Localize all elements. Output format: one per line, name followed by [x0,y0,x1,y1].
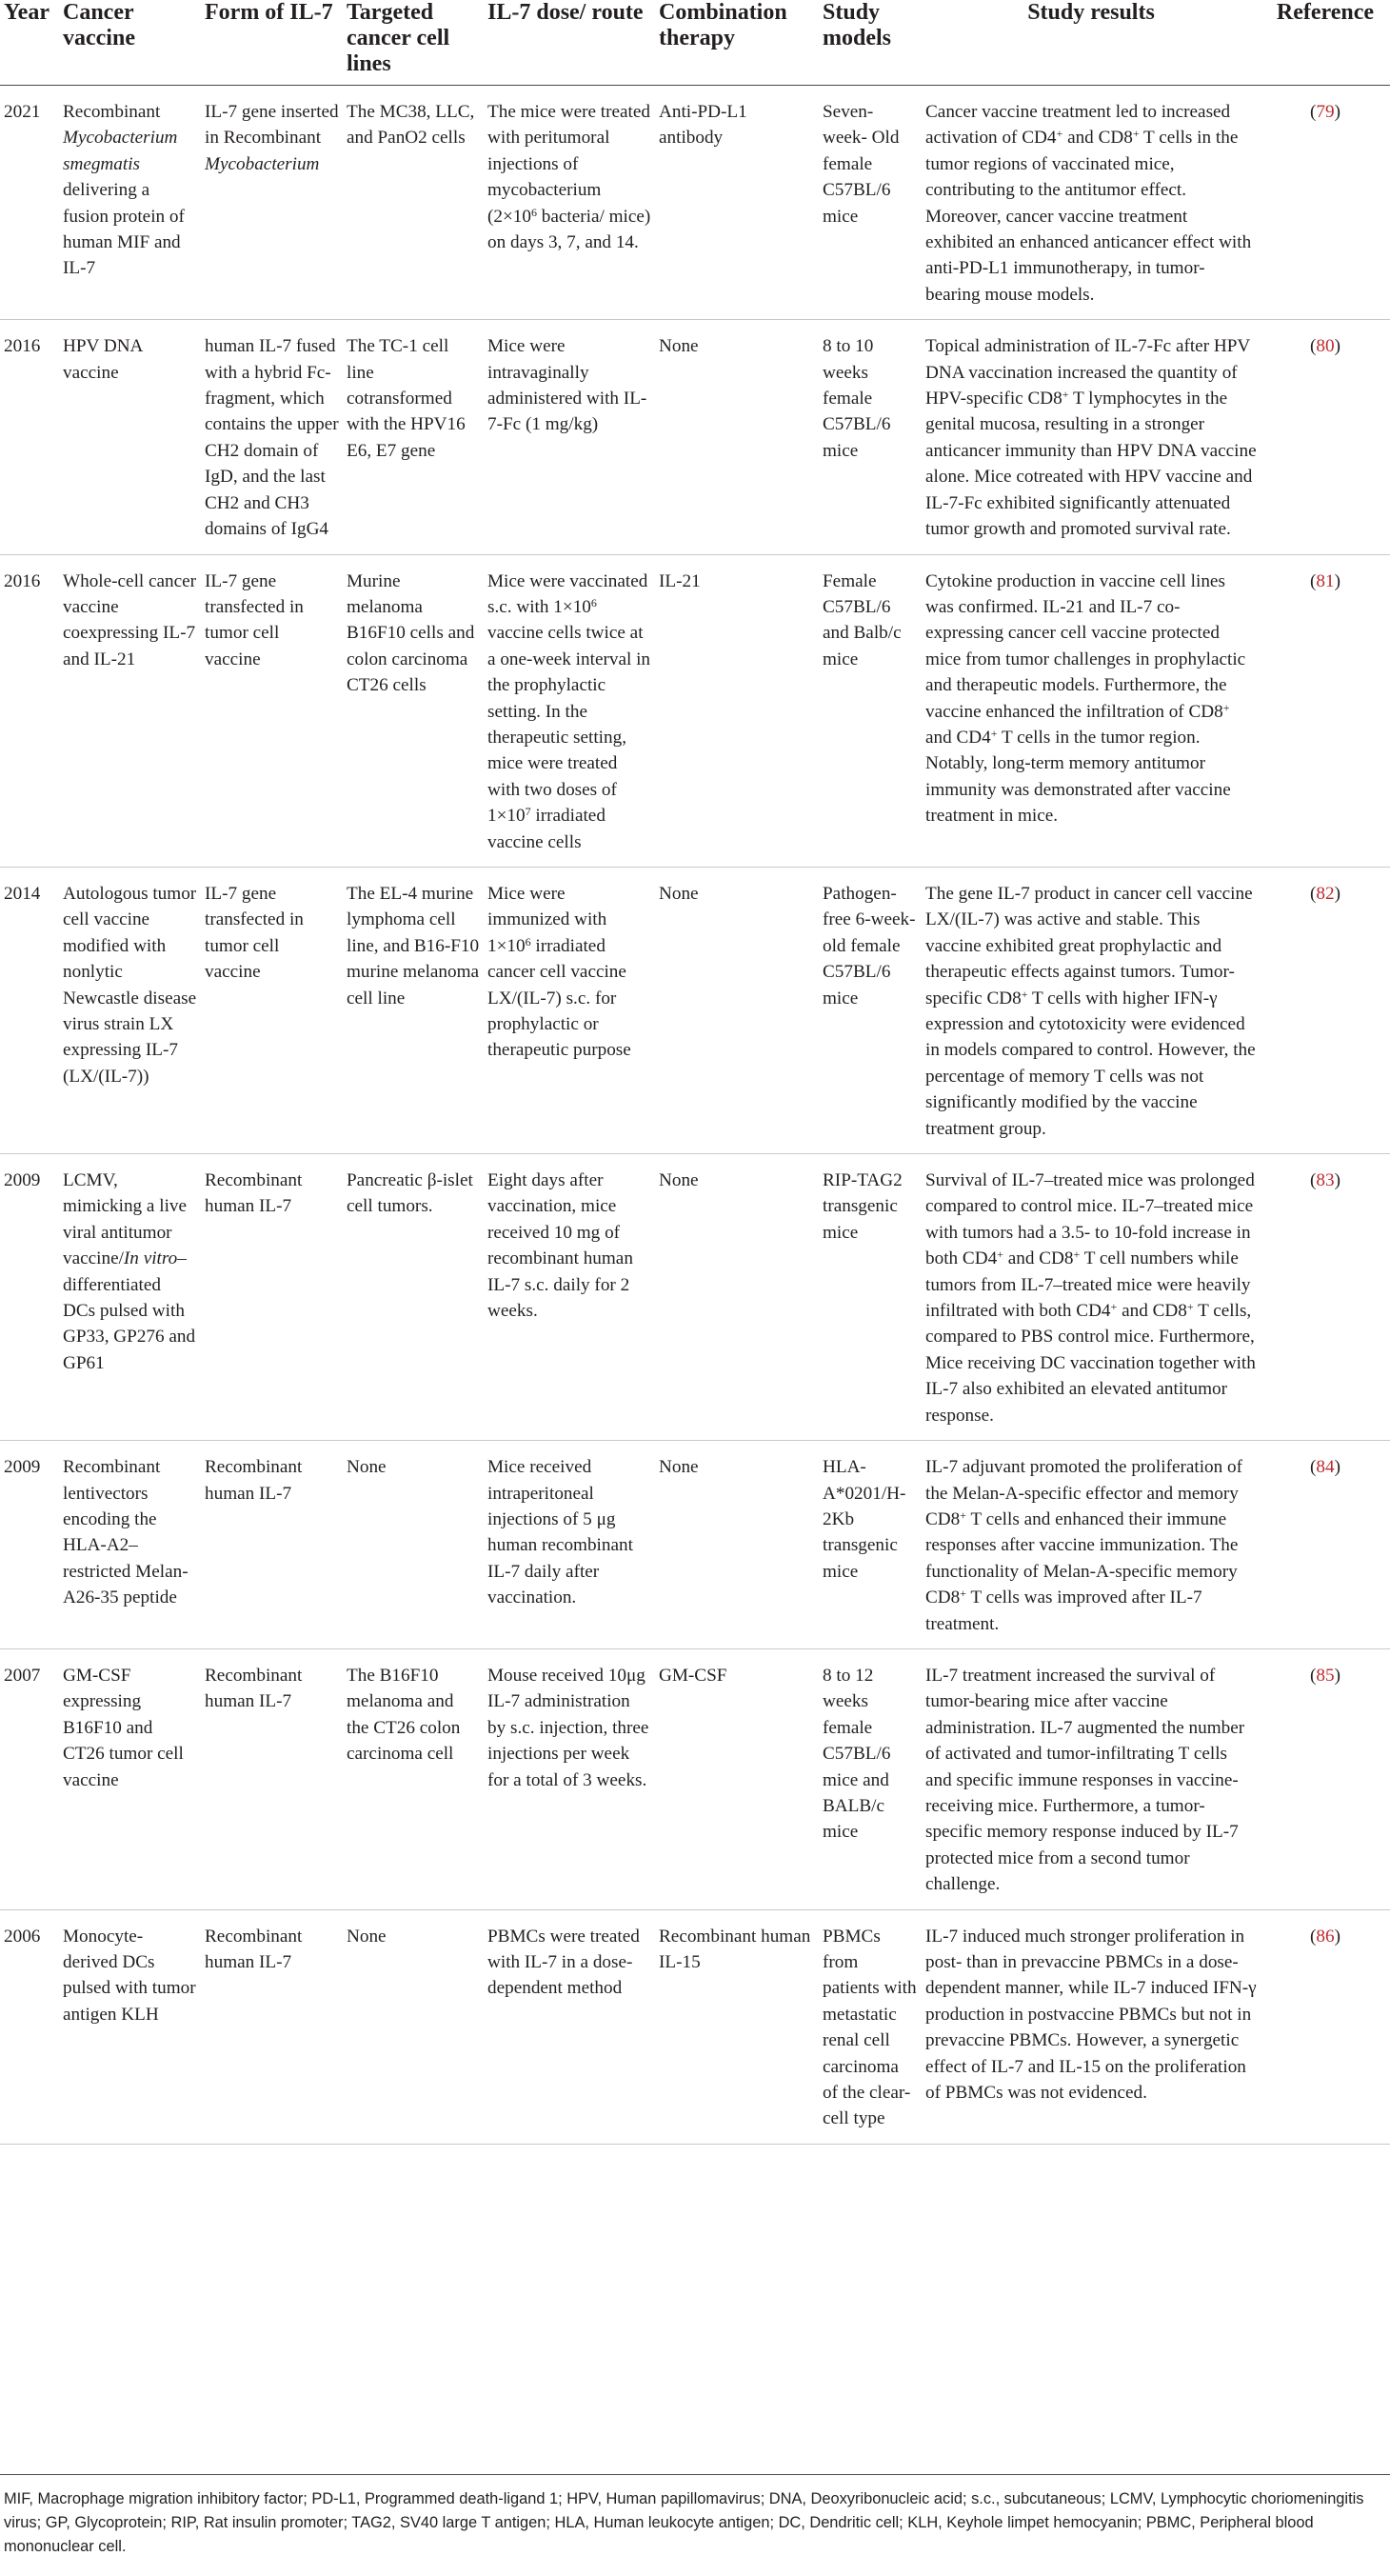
text-segment: IL-7 treatment increased the survival of tumor-bearing mice after vaccine administration. IL-7 augmented the number of activated and tumor-infiltrating T cells and specific immune responses in vaccine-receiving mice. Furthermore, a tumor-specific memory response induced by IL-7 protected mice from a second tumor challenge. [925,1665,1245,1895]
text-segment: HPV DNA vaccine [63,336,143,383]
text-segment: 8 to 12 weeks female C57BL/6 mice and BALB/c mice [823,1665,891,1843]
text-segment: IL-7 adjuvant promoted the proliferation of the Melan-A-specific effector and memory CD8 [925,1457,1243,1529]
text-segment: GM-CSF [659,1665,727,1686]
text-segment: IL-7 induced much stronger proliferation in post- than in prevaccine PBMCs in a dose-dependent manner, while IL-7 induced IFN-γ production in postvaccine PBMCs but not in prevaccine PBMCs. However, a synergetic effect of IL-7 and IL-15 on the proliferation of PBMCs was not evidenced. [925,1926,1257,2104]
text-segment: + [1222,700,1230,714]
table-bottom-rule [0,2474,1390,2475]
targeted-cell-lines-cell [343,86,484,320]
text-segment: Cytokine production in vaccine cell lines was confirmed. IL-21 and IL-7 co-expressing cancer cell vaccine protected mice from tumor challenges in prophylactic and therapeutic models. Furthermore, the vaccine enhanced the infiltration of CD8 [925,570,1246,722]
reference-link[interactable]: 86 [1316,1926,1335,1947]
text-segment: RIP-TAG2 transgenic mice [823,1170,903,1243]
targeted-cell-lines-cell [343,554,484,867]
combination-therapy-cell [655,867,819,1153]
text-segment: Murine melanoma B16F10 cells and colon carcinoma CT26 cells [347,570,475,696]
text-segment: Whole-cell cancer vaccine coexpressing IL-7 and IL-21 [63,570,197,669]
study-models-cell [819,86,922,320]
reference-cell: (86) [1261,1909,1390,2144]
text-segment: IL-7 gene transfected in tumor cell vaccine [205,883,304,983]
cancer-vaccine-cell [59,554,201,867]
targeted-cell-lines-cell [343,320,484,554]
study-results-cell [922,1441,1261,1649]
cancer-vaccine-cell [59,867,201,1153]
text-segment: 6 [590,595,597,609]
text-segment: T cells with higher IFN-γ expression and cytotoxicity were evidenced in models compared to control. However, the percentage of memory T cells was not significantly modified by the vaccine treatment group. [925,988,1256,1139]
text-segment: Recombinant human IL-7 [205,1170,303,1217]
reference-link[interactable]: 79 [1316,102,1335,122]
text-segment: Mice were intravaginally administered with IL-7-Fc (1 mg/kg) [487,336,647,435]
form-of-il7-cell [201,320,343,554]
text-segment: Female C57BL/6 and Balb/c mice [823,570,902,669]
cancer-vaccine-cell [59,1154,201,1441]
header-form-of-il7: Form of IL-7 [201,0,343,86]
cancer-vaccine-cell [59,320,201,554]
text-segment: 8 to 10 weeks female C57BL/6 mice [823,336,891,461]
text-segment: T lymphocytes in the genital mucosa, resulting in a stronger anticancer immunity than HPV DNA vaccine alone. Mice cotreated with HPV vaccine and IL-7-Fc exhibited significantly attenuated tumor growth and promoted survival rate. [925,389,1257,540]
reference-link[interactable]: 84 [1316,1457,1335,1478]
reference-cell: (85) [1261,1648,1390,1909]
text-segment: + [1073,1248,1081,1262]
combination-therapy-cell [655,1648,819,1909]
text-segment: PBMCs were treated with IL-7 in a dose-dependent method [487,1926,640,1999]
text-segment: Eight days after vaccination, mice received 10 mg of recombinant human IL-7 s.c. daily for 2 weeks. [487,1170,633,1322]
text-segment: Pancreatic β-islet cell tumors. [347,1170,473,1217]
text-segment: bacteria/ mice) on days 3, 7, and 14. [487,206,651,253]
text-segment: Mycobacterium smegmatis [63,128,178,174]
study-results-cell [922,554,1261,867]
text-segment: None [659,883,699,904]
text-segment: The TC-1 cell line cotransformed with the HPV16 E6, E7 gene [347,336,466,461]
form-of-il7-cell [201,1154,343,1441]
combination-therapy-cell [655,1909,819,2144]
text-segment: Autologous tumor cell vaccine modified with nonlytic Newcastle disease virus strain LX expressing IL-7 (LX/(IL-7)) [63,883,197,1087]
text-segment: + [1110,1300,1118,1314]
text-segment: The EL-4 murine lymphoma cell line, and B16-F10 murine melanoma cell line [347,883,480,1008]
text-segment: Mice were immunized with 1×10 [487,883,607,956]
study-models-cell [819,320,922,554]
text-segment: Monocyte-derived DCs pulsed with tumor antigen KLH [63,1926,196,2025]
text-segment: T cells and enhanced their immune responses after vaccine immunization. The functionality of Melan-A-specific memory CD8 [925,1508,1239,1608]
text-segment: None [347,1926,387,1947]
text-segment: Recombinant lentivectors encoding the HLA-A2–restricted Melan-A26-35 peptide [63,1457,189,1608]
text-segment: The MC38, LLC, and PanO2 cells [347,102,475,149]
text-segment: The gene IL-7 product in cancer cell vaccine LX/(IL-7) was active and stable. This vaccine exhibited great prophylactic and therapeutic effects against tumors. Tumor-specific CD8 [925,883,1253,1008]
header-dose-route: IL-7 dose/ route [484,0,655,86]
text-segment: Mice received intraperitoneal injections of 5 μg human recombinant IL-7 daily after vaccination. [487,1457,633,1608]
header-year: Year [0,0,59,86]
year-cell: 2009 [0,1154,59,1441]
text-segment: + [960,1508,967,1522]
year-cell: 2009 [0,1441,59,1649]
reference-cell: (79) [1261,86,1390,320]
form-of-il7-cell [201,1441,343,1649]
form-of-il7-cell [201,86,343,320]
dose-route-cell [484,1909,655,2144]
text-segment: human IL-7 fused with a hybrid Fc-fragment, which contains the upper CH2 domain of IgD, and the last CH2 and CH3 domains of IgG4 [205,336,339,540]
text-segment: The mice were treated with peritumoral injections of mycobacterium (2×10 [487,102,650,227]
reference-cell: (84) [1261,1441,1390,1649]
text-segment: delivering a fusion protein of human MIF and IL-7 [63,180,185,279]
table-row [0,554,1390,867]
table-footnote: MIF, Macrophage migration inhibitory factor; PD-L1, Programmed death-ligand 1; HPV, Human papillomavirus; DNA, Deoxyribonucleic acid; s.c., subcutaneous; LCMV, Lymphocytic choriomeningitis virus; GP, Glycoprotein; RIP, Rat insulin promoter; TAG2, SV40 large T antigen; HLA, Human leukocyte antigen; DC, Dendritic cell; KLH, Keyhole limpet hemocyanin; PBMC, Peripheral blood mononuclear cell. [4,2490,1364,2555]
year-cell: 2007 [0,1648,59,1909]
reference-cell: (83) [1261,1154,1390,1441]
dose-route-cell [484,1154,655,1441]
header-combination-therapy: Combination therapy [655,0,819,86]
reference-cell: (80) [1261,320,1390,554]
text-segment: Mycobacterium [205,153,320,174]
table-row [0,1154,1390,1441]
combination-therapy-cell [655,554,819,867]
study-results-cell [922,86,1261,320]
combination-therapy-cell [655,1154,819,1441]
form-of-il7-cell [201,1648,343,1909]
table-row [0,320,1390,554]
targeted-cell-lines-cell [343,1909,484,2144]
dose-route-cell [484,867,655,1153]
form-of-il7-cell [201,554,343,867]
year-cell: 2016 [0,554,59,867]
header-cancer-vaccine: Cancer vaccine [59,0,201,86]
text-segment: None [659,336,699,357]
text-segment: GM-CSF expressing B16F10 and CT26 tumor cell vaccine [63,1665,184,1790]
dose-route-cell [484,1441,655,1649]
text-segment: Recombinant human IL-15 [659,1926,811,1972]
table-row [0,1648,1390,1909]
header-reference: Reference [1261,0,1390,86]
text-segment: + [960,1587,967,1601]
year-cell: 2006 [0,1909,59,2144]
text-segment: None [659,1457,699,1478]
year-cell: 2016 [0,320,59,554]
cancer-vaccine-cell [59,86,201,320]
text-segment: 6 [525,934,531,949]
combination-therapy-cell [655,320,819,554]
text-segment: Mice were vaccinated s.c. with 1×10 [487,570,648,617]
targeted-cell-lines-cell [343,867,484,1153]
targeted-cell-lines-cell [343,1154,484,1441]
text-segment: + [1056,127,1063,141]
text-segment: IL-21 [659,570,701,591]
text-segment: + [997,1248,1003,1262]
text-segment: T cells, compared to PBS control mice. Furthermore, Mice receiving DC vaccination together with IL-7 also exhibited an elevated antitumor response. [925,1301,1256,1426]
text-segment: Pathogen-free 6-week-old female C57BL/6 mice [823,883,916,1008]
text-segment: LCMV, mimicking a live viral antitumor vaccine/ [63,1170,188,1269]
combination-therapy-cell [655,1441,819,1649]
text-segment: T cells was improved after IL-7 treatment. [925,1588,1202,1634]
text-segment: Mouse received 10μg IL-7 administration by s.c. injection, three injections per week for a total of 3 weeks. [487,1665,649,1790]
study-models-cell [819,1648,922,1909]
reference-link[interactable]: 82 [1316,883,1335,904]
table-row [0,1909,1390,2144]
combination-therapy-cell [655,86,819,320]
text-segment: IL-7 gene inserted in Recombinant [205,102,339,149]
cancer-vaccine-cell [59,1648,201,1909]
text-segment: Seven-week- Old female C57BL/6 mice [823,102,900,227]
text-segment: irradiated vaccine cells [487,806,606,852]
reference-link[interactable]: 80 [1316,336,1335,357]
study-models-cell [819,1441,922,1649]
study-results-cell [922,1648,1261,1909]
text-segment: and CD8 [1062,128,1133,149]
reference-cell: (82) [1261,867,1390,1153]
text-segment: T cell numbers while tumors from IL-7–treated mice were heavily infiltrated with both CD4 [925,1248,1251,1322]
text-segment: In vitro [123,1248,178,1269]
text-segment: and CD8 [1003,1248,1074,1269]
text-segment: + [1021,987,1028,1001]
text-segment: T cells in the tumor region. Notably, long-term memory antitumor immunity was demonstrated after vaccine treatment in mice. [925,727,1231,827]
text-segment: The B16F10 melanoma and the CT26 colon carcinoma cell [347,1665,461,1765]
study-results-cell [922,1154,1261,1441]
text-segment: –differentiated DCs pulsed with GP33, GP276 and GP61 [63,1248,196,1373]
text-segment: and CD8 [1117,1301,1187,1322]
text-segment: irradiated cancer cell vaccine LX/(IL-7) s.c. for prophylactic or therapeutic purpose [487,935,631,1061]
text-segment: Cancer vaccine treatment led to increased activation of CD4 [925,102,1231,149]
cancer-vaccine-cell [59,1441,201,1649]
study-models-cell [819,867,922,1153]
text-segment: Recombinant [63,102,161,122]
header-study-results: Study results [922,0,1261,86]
text-segment: None [659,1170,699,1191]
table-row [0,867,1390,1153]
text-segment: Topical administration of IL-7-Fc after HPV DNA vaccination increased the quantity of HPV-specific CD8 [925,336,1250,409]
dose-route-cell [484,554,655,867]
text-segment: 6 [531,205,537,219]
cancer-vaccine-cell [59,1909,201,2144]
table-header [0,0,1390,86]
text-segment: IL-7 gene transfected in tumor cell vaccine [205,570,304,669]
text-segment: None [347,1457,387,1478]
dose-route-cell [484,86,655,320]
form-of-il7-cell [201,1909,343,2144]
text-segment: vaccine cells twice at a one-week interval in the prophylactic setting. In the therapeutic setting, mice were treated with two doses of 1×10 [487,623,651,827]
study-results-cell [922,1909,1261,2144]
reference-cell: (81) [1261,554,1390,867]
header-targeted-cell-lines: Targeted cancer cell lines [343,0,484,86]
text-segment: + [1186,1300,1194,1314]
text-segment: T cells in the tumor regions of vaccinated mice, contributing to the antitumor effect. Moreover, cancer vaccine treatment exhibited an enhanced anticancer effect with anti-PD-L1 immunotherapy, in tumor-bearing mouse models. [925,128,1252,305]
table-row [0,1441,1390,1649]
text-segment: Recombinant human IL-7 [205,1926,303,1972]
dose-route-cell [484,1648,655,1909]
text-segment: Anti-PD-L1 antibody [659,102,747,149]
reference-link[interactable]: 85 [1316,1665,1335,1686]
text-segment: + [1062,388,1069,402]
text-segment: Recombinant human IL-7 [205,1665,303,1712]
year-cell: 2021 [0,86,59,320]
table-body [0,86,1390,2145]
text-segment: and CD4 [925,727,991,748]
text-segment: + [1132,127,1140,141]
study-models-cell [819,1909,922,2144]
text-segment: HLA-A*0201/H-2Kb transgenic mice [823,1457,906,1582]
text-segment: PBMCs from patients with metastatic renal cell carcinoma of the clear-cell type [823,1926,917,2129]
targeted-cell-lines-cell [343,1648,484,1909]
reference-link[interactable]: 81 [1316,570,1335,591]
dose-route-cell [484,320,655,554]
study-models-cell [819,1154,922,1441]
text-segment: Survival of IL-7–treated mice was prolonged compared to control mice. IL-7–treated mice with tumors had a 3.5- to 10-fold increase in both CD4 [925,1170,1255,1269]
header-study-models: Study models [819,0,922,86]
text-segment: Recombinant human IL-7 [205,1457,303,1504]
study-results-cell [922,320,1261,554]
text-segment: 7 [525,805,531,819]
year-cell: 2014 [0,867,59,1153]
study-results-cell [922,867,1261,1153]
form-of-il7-cell [201,867,343,1153]
study-models-cell [819,554,922,867]
table-row [0,86,1390,320]
targeted-cell-lines-cell [343,1441,484,1649]
text-segment: + [990,726,998,740]
reference-link[interactable]: 83 [1316,1170,1335,1191]
